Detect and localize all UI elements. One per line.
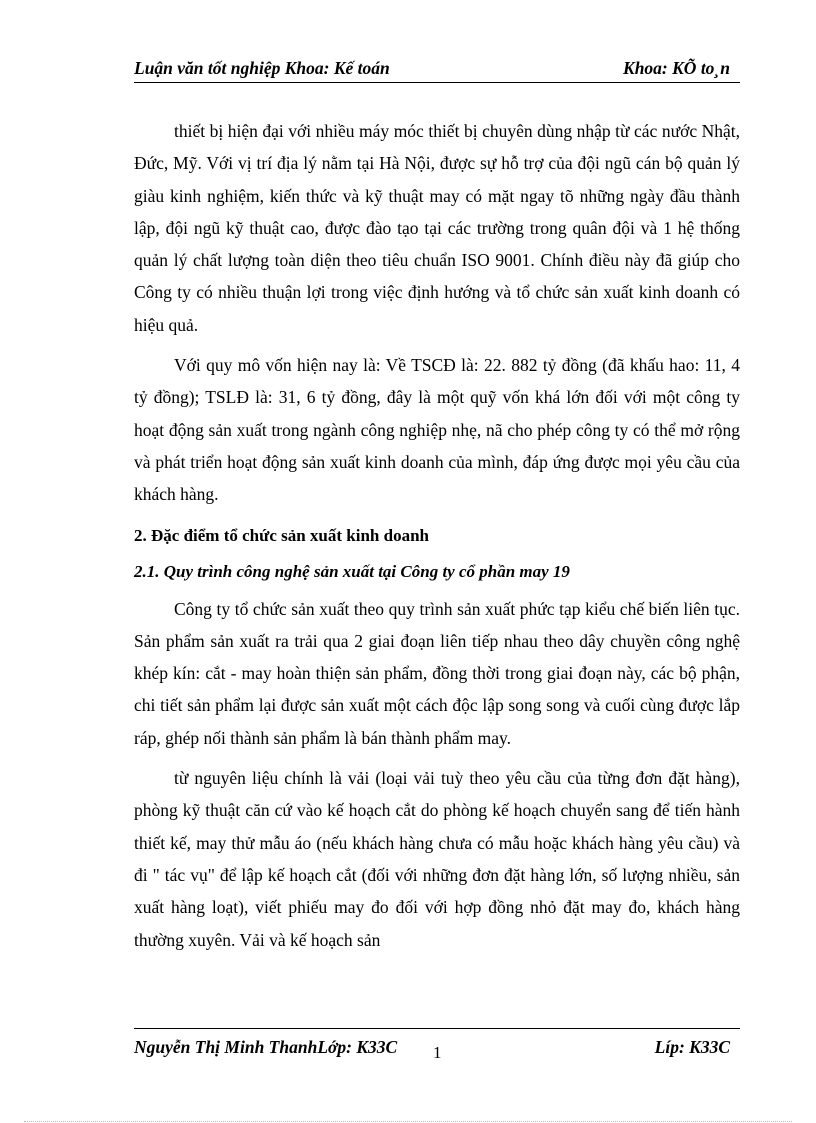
header-title: Luận văn tốt nghiệp Khoa: Kế toán: [134, 58, 390, 78]
page-body: [134, 115, 740, 964]
section-heading: 2. Đặc điểm tổ chức sản xuất kinh doanh: [134, 525, 430, 545]
page-number: 1: [433, 1043, 442, 1062]
paragraph-2: Với quy mô vốn hiện nay là: Về TSCĐ là: 22. 882 tỷ đồng (đã khấu hao: 11, 4 tỷ đồng); TSLĐ là: 31, 6 tỷ đồng, đây là một quỹ vốn khá lớn đối với một công ty hoạt động sản xuất trong ngành công nghiệp nhẹ, nã cho phép công ty có thể mở rộng và phát triển hoạt động sản xuất kinh doanh của mình, đáp ứng được mọi yêu cầu của khách hàng.: [134, 355, 740, 505]
page-header: [134, 56, 740, 83]
header-faculty: Khoa: KÕ to¸n: [623, 58, 730, 78]
page-edge-divider: [24, 1121, 792, 1122]
footer-author: Nguyễn Thị Minh ThanhLớp: K33C: [134, 1037, 398, 1057]
footer-class: Líp: K33C: [654, 1037, 730, 1057]
subsection-heading: 2.1. Quy trình công nghệ sản xuất tại Công ty cổ phần may 19: [134, 561, 570, 581]
paragraph-4: từ nguyên liệu chính là vải (loại vải tuỳ theo yêu cầu của từng đơn đặt hàng), phòng kỹ thuật căn cứ vào kế hoạch cắt do phòng kế hoạch chuyển sang để tiến hành thiết kế, may thử mẫu áo (nếu khách hàng chưa có mẫu hoặc khách hàng yêu cầu) và đi " tác vụ" để lập kế hoạch cắt (đối với những đơn đặt hàng lớn, số lượng nhiều, sản xuất hàng loạt), viết phiếu may đo đối với hợp đồng nhỏ đặt may đo, khách hàng thường xuyên. Vải và kế hoạch sản: [134, 768, 740, 950]
paragraph-1: thiết bị hiện đại với nhiều máy móc thiết bị chuyên dùng nhập từ các nước Nhật, Đức, Mỹ. Với vị trí địa lý nằm tại Hà Nội, được sự hỗ trợ của đội ngũ cán bộ quản lý giàu kinh nghiệm, kiến thức và kỹ thuật may có mặt ngay tõ những ngày đầu thành lập, đội ngũ kỹ thuật cao, được đào tạo tại các trường trong quân đội và 1 hệ thống quản lý chất lượng toàn diện theo tiêu chuẩn ISO 9001. Chính điều này đã giúp cho Công ty có nhiều thuận lợi trong việc định hướng và tổ chức sản xuất kinh doanh có hiệu quả.: [134, 121, 740, 335]
paragraph-3: Công ty tổ chức sản xuất theo quy trình sản xuất phức tạp kiểu chế biến liên tục. Sản phẩm sản xuất ra trải qua 2 giai đoạn liên tiếp nhau theo dây chuyền công nghệ khép kín: cắt - may hoàn thiện sản phẩm, đồng thời trong giai đoạn này, các bộ phận, chi tiết sản phẩm lại được sản xuất một cách độc lập song song và cuối cùng được lắp ráp, ghép nối thành sản phẩm là bán thành phẩm may.: [134, 598, 740, 748]
page-footer: [134, 1028, 740, 1069]
